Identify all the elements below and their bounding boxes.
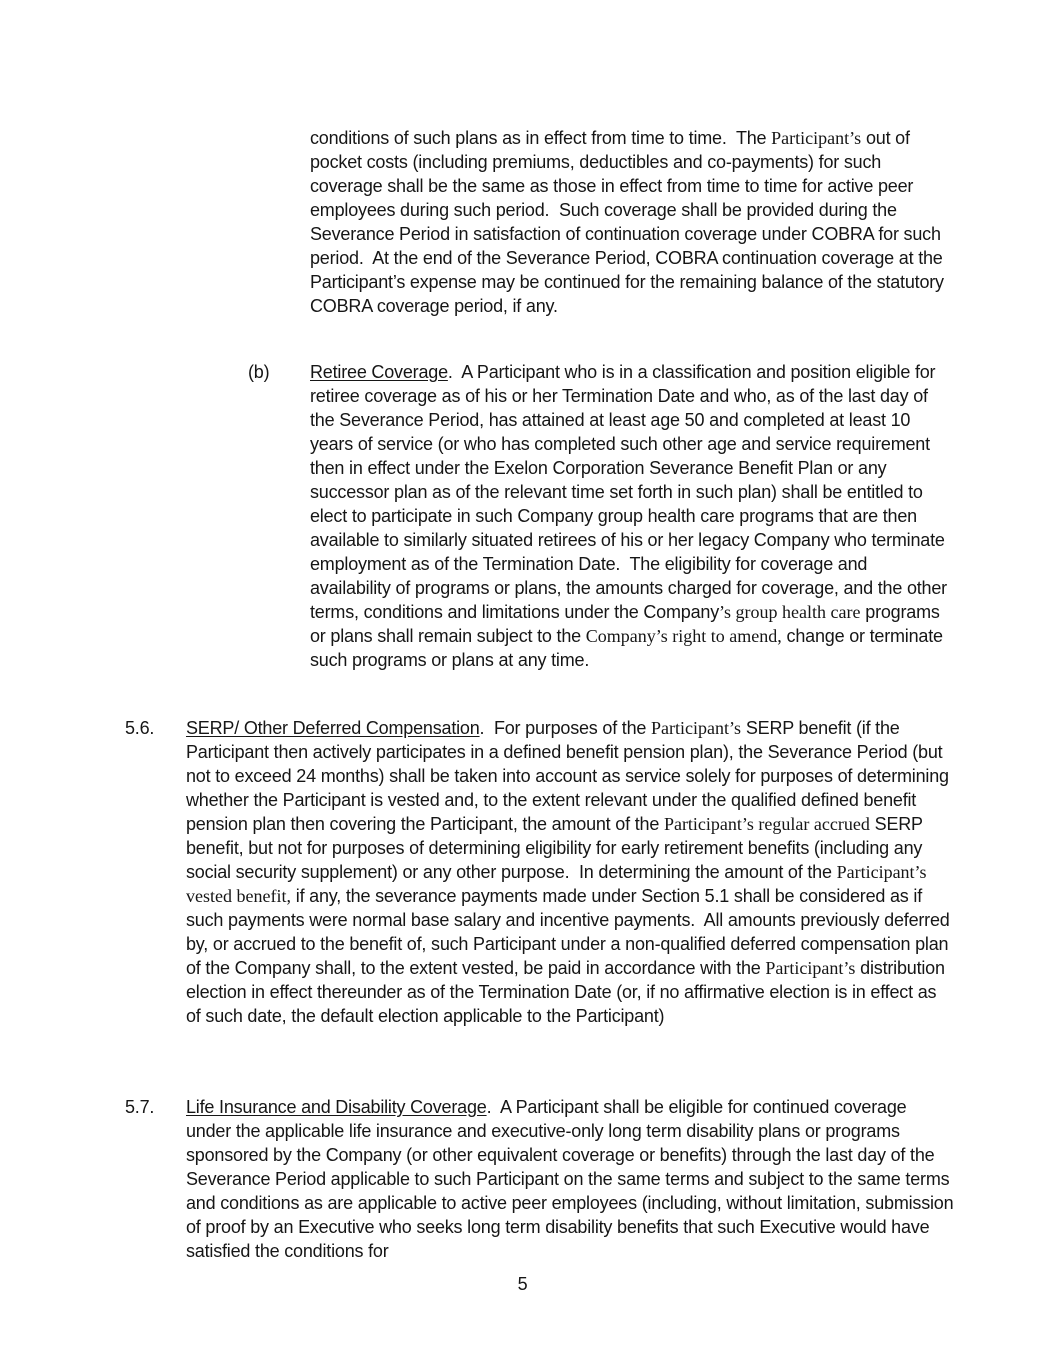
subsection-body — [310, 360, 952, 672]
section-number: 5.7. — [125, 1097, 155, 1117]
page-number: 5 — [517, 1274, 528, 1294]
subsection-b — [248, 360, 952, 672]
section-5-7 — [125, 1095, 959, 1263]
section-heading: SERP/ Other Deferred Compensation — [186, 718, 480, 738]
subsection-heading: Retiree Coverage — [310, 362, 448, 382]
section-body — [186, 716, 954, 1028]
section-text: . For purposes of the Participant’s SERP benefit (if the Participant then actively participates in a defined benefit pension plan), the Severance Period (but not to exceed 24 months) shall be taken into account as service solely for purposes of determining whether the Participant is vested and, to the extent relevant under the qualified defined benefit pension plan then covering the Participant, the amount of the Participant’s regular accrued SERP benefit, but not for purposes of determining eligibility for early retirement benefits (including any social security supplement) or any other purpose. In determining the amount of the Participant’s vested benefit, if any, the severance payments made under Section 5.1 shall be considered as if such payments were normal base salary and incentive payments. All amounts previously deferred by, or accrued to the benefit of, such Participant under a non-qualified deferred compensation plan of the Company shall, to the extent vested, be paid in accordance with the Participant’s distribution election in effect thereunder as of the Termination Date (or, if no affirmative election is in effect as of such date, the default election applicable to the Participant) — [186, 718, 955, 1026]
section-body — [186, 1095, 959, 1263]
subsection-text: . A Participant who is in a classification and position eligible for retiree coverage as of his or her Termination Date and who, as of the last day of the Severance Period, has attained at least age 50 and completed at least 10 years of service (or who has completed such other age and service requirement then in effect under the Exelon Corporation Severance Benefit Plan or any successor plan as of the relevant time set forth in such plan) shall be entitled to elect to participate in such Company group health care programs that are then available to similarly situated retirees of his or her legacy Company who terminate employment as of the Termination Date. The eligibility for coverage and availability of programs or plans, the amounts charged for coverage, and the other terms, conditions and limitations under the Company’s group health care programs or plans shall remain subject to the Company’s right to amend, change or terminate such programs or plans at any time. — [310, 362, 952, 670]
intro-paragraph: conditions of such plans as in effect from time to time. The Participant’s out of pocket costs (including premiums, deductibles and co-payments) for such coverage shall be the same as those in effect from time to time for active peer employees during such period. Such coverage shall be provided during the Severance Period in satisfaction of continuation coverage under COBRA for such period. At the end of the Severance Period, COBRA continuation coverage at the Participant’s expense may be continued for the remaining balance of the statutory COBRA coverage period, if any. — [310, 128, 949, 316]
subsection-label: (b) — [248, 362, 270, 382]
section-5-6 — [125, 716, 954, 1028]
section-text: . A Participant shall be eligible for continued coverage under the applicable life insurance and executive-only long term disability plans or programs sponsored by the Company (or other equivalent coverage or benefits) through the last day of the Severance Period applicable to such Participant on the same terms and subject to the same terms and conditions as are applicable to active peer employees (including, without limitation, submission of proof by an Executive who seeks long term disability benefits that such Executive would have satisfied the conditions for — [186, 1097, 959, 1261]
section-heading: Life Insurance and Disability Coverage — [186, 1097, 487, 1117]
section-number: 5.6. — [125, 718, 155, 738]
